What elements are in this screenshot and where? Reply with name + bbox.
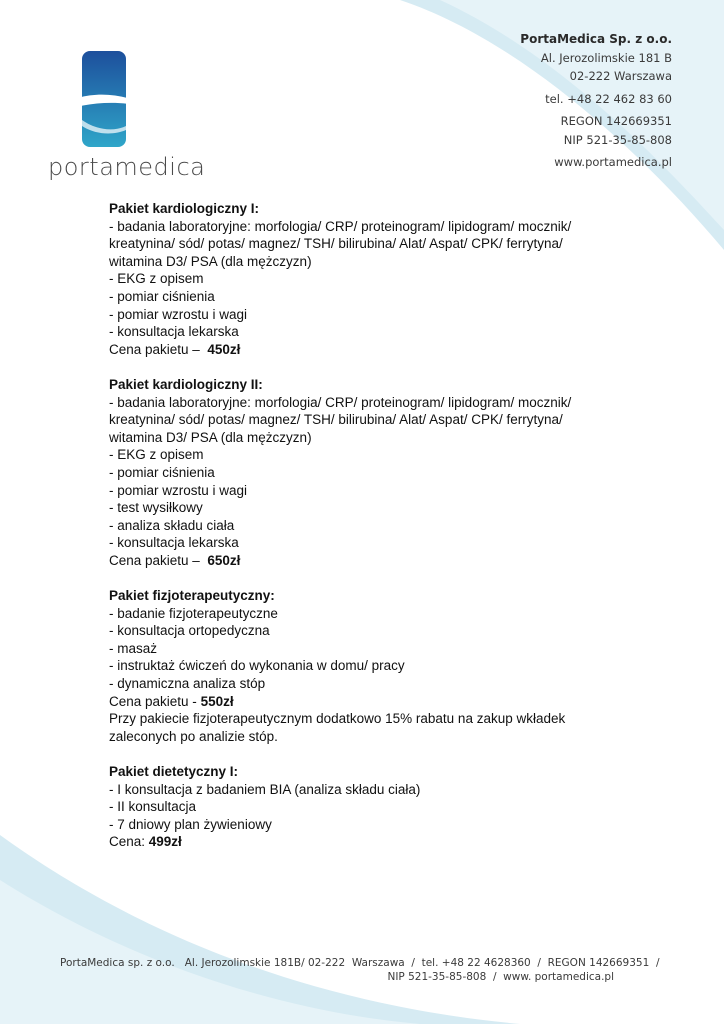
package-item: - dynamiczna analiza stóp xyxy=(109,676,266,692)
package-title: Pakiet dietetyczny I: xyxy=(109,764,239,779)
package-item: - pomiar ciśnienia xyxy=(109,464,215,480)
portamedica-logo-icon xyxy=(46,48,186,153)
package-item: - 7 dniowy plan żywieniowy xyxy=(109,816,272,832)
company-address-city: 02-222 Warszawa xyxy=(569,69,672,83)
price-value: 650zł xyxy=(207,552,241,568)
package-item: - konsultacja ortopedyczna xyxy=(109,623,270,639)
package-note: zaleconych po analizie stóp. xyxy=(109,728,278,744)
package-item: - pomiar wzrostu i wagi xyxy=(109,482,248,498)
company-phone: tel. +48 22 462 83 60 xyxy=(545,91,672,106)
company-name: PortaMedica Sp. z o.o. xyxy=(520,32,672,46)
package-item: - badania laboratoryjne: morfologia/ CRP/ proteinogram/ lipidogram/ mocznik/ xyxy=(109,218,572,234)
package-price xyxy=(109,341,609,359)
package-item: - pomiar wzrostu i wagi xyxy=(109,306,248,322)
package-item: - badanie fizjoterapeutyczne xyxy=(109,605,278,621)
package-item: - EKG z opisem xyxy=(109,271,204,287)
price-label: Cena: xyxy=(109,834,149,850)
company-website[interactable]: www.portamedica.pl xyxy=(554,155,672,169)
footer-line-2: NIP 521-35-85-808 / www. portamedica.pl xyxy=(387,971,614,983)
package-item: kreatynina/ sód/ potas/ magnez/ TSH/ bilirubina/ Alat/ Aspat/ CPK/ ferrytyna/ xyxy=(109,412,563,428)
package-list xyxy=(109,200,609,851)
package-item: - pomiar ciśnienia xyxy=(109,288,215,304)
package-item: kreatynina/ sód/ potas/ magnez/ TSH/ bilirubina/ Alat/ Aspat/ CPK/ ferrytyna/ xyxy=(109,236,563,252)
package-item: - masaż xyxy=(109,640,158,656)
page-footer xyxy=(60,956,660,984)
package-item: - I konsultacja z badaniem BIA (analiza składu ciała) xyxy=(109,781,421,797)
package-item: - konsultacja lekarska xyxy=(109,535,239,551)
price-label: Cena pakietu – xyxy=(109,552,208,568)
package-price xyxy=(109,693,609,711)
package-title: Pakiet fizjoterapeutyczny: xyxy=(109,588,275,604)
package-item: - konsultacja lekarska xyxy=(109,324,239,340)
company-regon: REGON 142669351 xyxy=(560,114,672,128)
package-item: - EKG z opisem xyxy=(109,447,204,463)
package-price xyxy=(109,552,609,570)
package-note: Przy pakiecie fizjoterapeutycznym dodatkowo 15% rabatu na zakup wkładek xyxy=(109,711,566,727)
package-item: - instruktaż ćwiczeń do wykonania w domu/ pracy xyxy=(109,658,405,674)
company-address-street: Al. Jerozolimskie 181 B xyxy=(540,50,672,65)
price-value: 550zł xyxy=(200,693,234,709)
package-cardio-2 xyxy=(109,376,609,570)
package-physio xyxy=(109,587,609,745)
package-diet xyxy=(109,763,609,851)
package-item: - badania laboratoryjne: morfologia/ CRP/ proteinogram/ lipidogram/ mocznik/ xyxy=(109,394,572,410)
package-item: - analiza składu ciała xyxy=(109,517,235,533)
package-item: - test wysiłkowy xyxy=(109,500,203,516)
package-item: witamina D3/ PSA (dla mężczyzn) xyxy=(109,253,312,269)
price-label: Cena pakietu - xyxy=(109,693,201,709)
package-item: - II konsultacja xyxy=(109,799,197,815)
price-value: 499zł xyxy=(148,834,182,850)
package-item: witamina D3/ PSA (dla mężczyzn) xyxy=(109,429,312,445)
company-nip: NIP 521-35-85-808 xyxy=(563,132,672,147)
price-label: Cena pakietu – xyxy=(109,341,208,357)
price-value: 450zł xyxy=(207,341,241,357)
logo-wordmark: portamedica xyxy=(48,153,206,181)
package-title: Pakiet kardiologiczny II: xyxy=(109,376,263,392)
package-title: Pakiet kardiologiczny I: xyxy=(109,201,260,216)
footer-line-1: PortaMedica sp. z o.o. Al. Jerozolimskie 181B/ 02-222 Warszawa / tel. +48 22 4628360 / REGON 142669351 / xyxy=(60,957,660,969)
package-price xyxy=(109,833,609,851)
company-info xyxy=(520,30,672,172)
package-cardio-1 xyxy=(109,200,609,358)
